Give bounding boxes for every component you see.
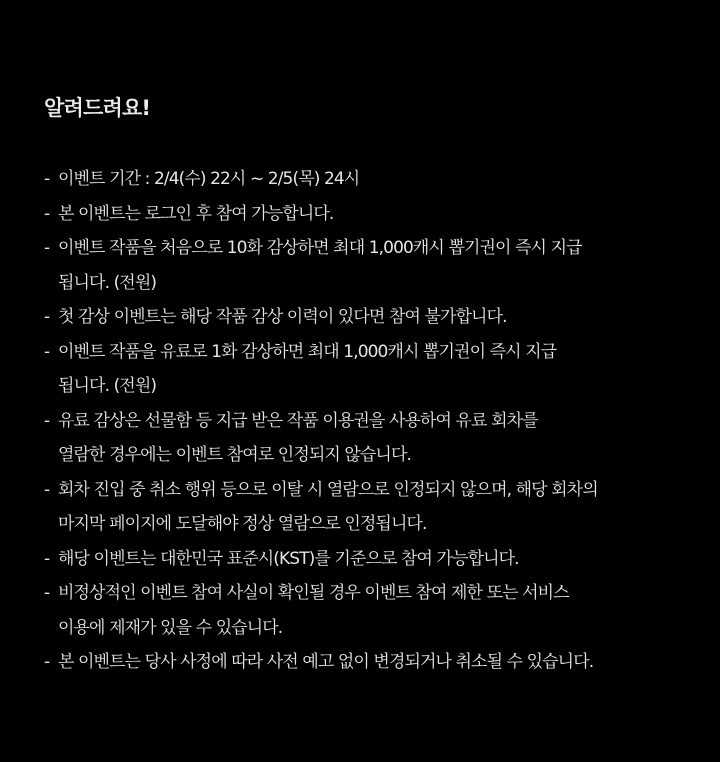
notice-item-line: 이용에 제재가 있을 수 있습니다.	[58, 617, 283, 638]
bullet-dash: -	[44, 307, 50, 327]
notice-item	[44, 576, 704, 645]
notice-item	[44, 300, 704, 335]
notice-item-line: 첫 감상 이벤트는 해당 작품 감상 이력이 있다면 참여 불가합니다.	[58, 307, 507, 327]
notice-item	[44, 645, 704, 680]
notice-item-line: 유료 감상은 선물함 등 지급 받은 작품 이용권을 사용하여 유료 회차를	[58, 410, 538, 431]
notice-item-line: 됩니다. (전원)	[58, 376, 157, 396]
bullet-dash: -	[44, 203, 50, 224]
notice-item-line: 이벤트 작품을 처음으로 10화 감상하면 최대 1,000캐시 뽑기권이 즉시 지급	[58, 238, 582, 258]
notice-item-line: 이벤트 기간 : 2/4(수) 22시 ~ 2/5(목) 24시	[58, 169, 360, 189]
bullet-dash: -	[44, 479, 50, 500]
bullet-dash: -	[44, 652, 50, 672]
notice-item	[44, 473, 704, 542]
notice-item-text	[58, 231, 582, 300]
notice-item-text	[58, 335, 556, 404]
bullet-dash: -	[44, 548, 50, 569]
bullet-dash: -	[44, 341, 50, 362]
notice-item-text	[58, 197, 333, 232]
notice-item-text	[58, 576, 569, 645]
bullet-dash: -	[44, 238, 50, 258]
bullet-dash: -	[44, 583, 50, 603]
notice-item	[44, 542, 704, 577]
notice-item-line: 본 이벤트는 당사 사정에 따라 사전 예고 없이 변경되거나 취소될 수 있습니다.	[58, 652, 594, 672]
notice-title: 알려드려요!	[44, 96, 151, 120]
notice-item-line: 됩니다. (전원)	[58, 272, 157, 293]
notice-item	[44, 335, 704, 404]
notice-section	[44, 92, 704, 680]
bullet-dash: -	[44, 410, 50, 431]
notice-item	[44, 231, 704, 300]
notice-item-line: 해당 이벤트는 대한민국 표준시(KST)를 기준으로 참여 가능합니다.	[58, 548, 519, 569]
notice-item-line: 마지막 페이지에 도달해야 정상 열람으로 인정됩니다.	[58, 514, 427, 534]
notice-item-text	[58, 162, 359, 197]
notice-item-line: 본 이벤트는 로그인 후 참여 가능합니다.	[58, 203, 334, 224]
bullet-dash: -	[44, 169, 50, 189]
notice-item-line: 이벤트 작품을 유료로 1화 감상하면 최대 1,000캐시 뽑기권이 즉시 지급	[58, 341, 557, 362]
notice-item-line: 열람한 경우에는 이벤트 참여로 인정되지 않습니다.	[58, 445, 411, 465]
notice-item-line: 비정상적인 이벤트 참여 사실이 확인될 경우 이벤트 참여 제한 또는 서비스	[58, 583, 569, 603]
notice-item-text	[58, 473, 598, 542]
notice-item-text	[58, 645, 593, 680]
notice-list	[44, 162, 704, 680]
notice-item	[44, 162, 704, 197]
notice-item	[44, 404, 704, 473]
notice-item	[44, 197, 704, 232]
notice-item-text	[58, 300, 507, 335]
notice-item-line: 회차 진입 중 취소 행위 등으로 이탈 시 열람으로 인정되지 않으며, 해당 회차의	[58, 479, 598, 500]
notice-item-text	[58, 404, 538, 473]
notice-item-text	[58, 542, 519, 577]
